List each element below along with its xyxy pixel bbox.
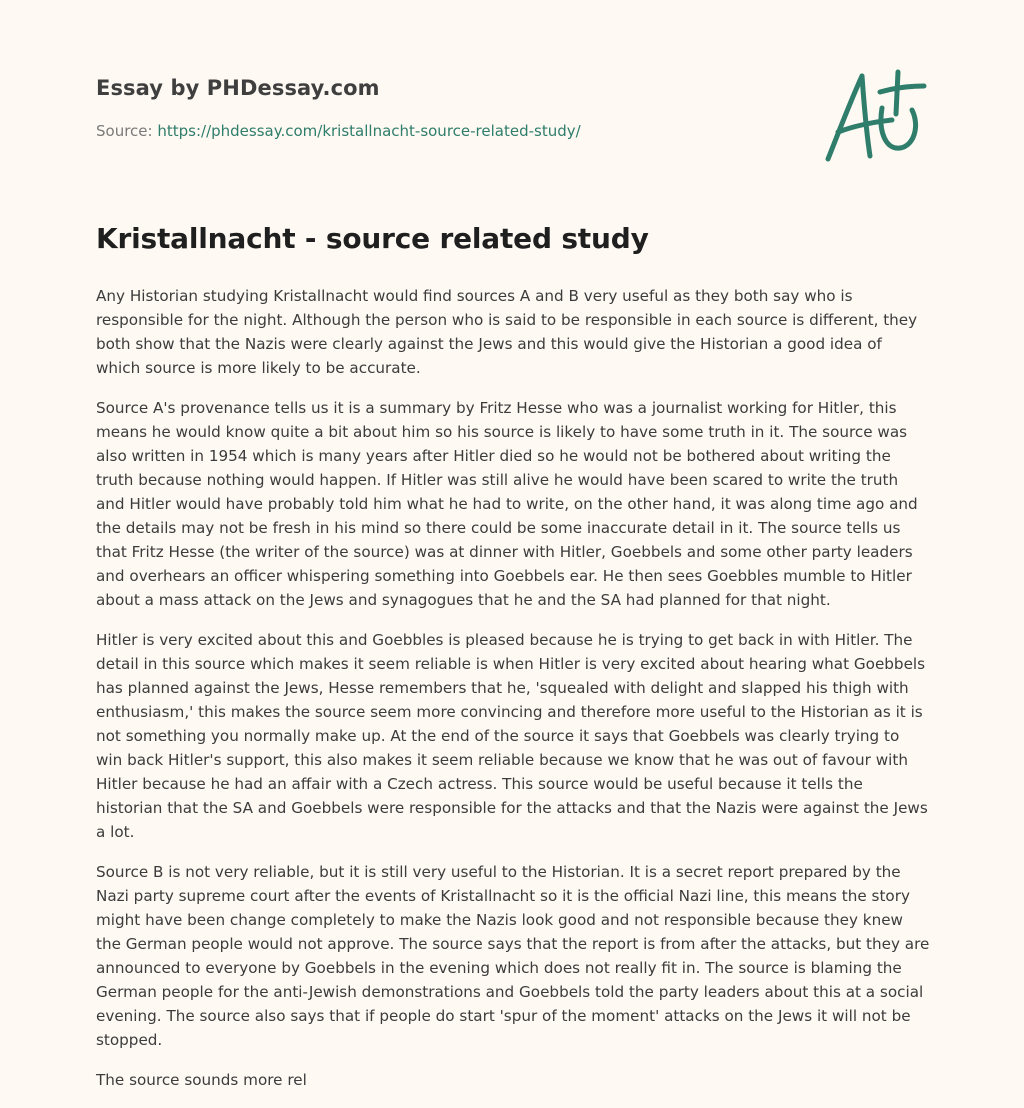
source-line xyxy=(96,122,796,140)
site-title: Essay by PHDessay.com xyxy=(96,76,380,100)
article-title: Kristallnacht - source related study xyxy=(96,222,649,255)
paragraph: Hitler is very excited about this and Goebbles is pleased because he is trying to get back in with Hitler. The detail in this source which makes it seem reliable is when Hitler is very excited about hearing what Goebbels has planned against the Jews, Hesse remembers that he, 'squealed with delight and slapped his thigh with enthusiasm,' this makes the source seem more convincing and therefore more useful to the Historian as it is not something you normally make up. At the end of the source it says that Goebbels was clearly trying to win back Hitler's support, this also makes it seem reliable because we know that he was out of favour with Hitler because he had an affair with a Czech actress. This source would be useful because it tells the historian that the SA and Goebbels were responsible for the attacks and that the Nazis were against the Jews a lot. xyxy=(96,631,928,841)
source-label: Source: xyxy=(96,122,153,140)
article-body xyxy=(96,284,930,1108)
a-plus-logo-icon xyxy=(820,64,930,168)
header xyxy=(96,76,796,140)
paragraph: Source A's provenance tells us it is a summary by Fritz Hesse who was a journalist working for Hitler, this means he would know quite a bit about him so his source is likely to have some truth in it. The source was also written in 1954 which is many years after Hitler died so he would not be bothered about writing the truth because nothing would happen. If Hitler was still alive he would have been scared to write the truth and Hitler would have probably told him what he had to write, on the other hand, it was along time ago and the details may not be fresh in his mind so there could be some inaccurate detail in it. The source tells us that Fritz Hesse (the writer of the source) was at dinner with Hitler, Goebbels and some other party leaders and overhears an officer whispering something into Goebbels ear. He then sees Goebbles mumble to Hitler about a mass attack on the Jews and synagogues that he and the SA had planned for that night. xyxy=(96,399,918,609)
paragraph: Any Historian studying Kristallnacht would find sources A and B very useful as they both say who is responsible for the night. Although the person who is said to be responsible in each source is different, they both show that the Nazis were clearly against the Jews and this would give the Historian a good idea of which source is more likely to be accurate. xyxy=(96,287,918,377)
source-link[interactable]: https://phdessay.com/kristallnacht-source-related-study/ xyxy=(157,122,581,140)
paragraph: Source B is not very reliable, but it is still very useful to the Historian. It is a secret report prepared by the Nazi party supreme court after the events of Kristallnacht so it is the official Nazi line, this means the story might have been change completely to make the Nazis look good and not responsible because they knew the German people would not approve. The source says that the report is from after the attacks, but they are announced to everyone by Goebbels in the evening which does not really fit in. The source is blaming the German people for the anti-Jewish demonstrations and Goebbels told the party leaders about this at a social evening. The source also says that if people do start 'spur of the moment' attacks on the Jews it will not be stopped. xyxy=(96,863,930,1049)
paragraph: The source sounds more rel xyxy=(96,1071,307,1089)
